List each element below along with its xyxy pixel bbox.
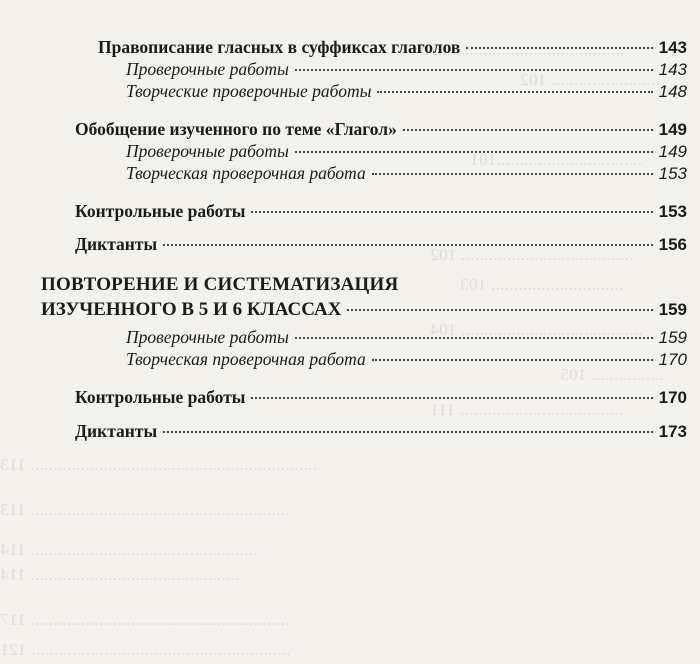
toc-entry-page: 159 (658, 328, 687, 347)
toc-entry-page: 153 (658, 164, 687, 183)
toc-entry-page: 173 (658, 422, 687, 441)
dot-leader (403, 129, 653, 131)
toc-entry (126, 326, 687, 349)
toc-entry-page: 143 (658, 38, 687, 57)
toc-entry (126, 162, 687, 185)
toc-entry-title: Проверочные работы (126, 59, 289, 79)
dot-leader (163, 244, 653, 246)
toc-entry-page: 156 (658, 235, 687, 254)
toc-entry (75, 200, 687, 223)
toc-entry (75, 420, 687, 443)
section-heading-line-2 (41, 298, 687, 322)
dot-leader (372, 359, 653, 361)
toc-entry (126, 58, 687, 81)
toc-entry-title: Творческие проверочные работы (126, 81, 372, 101)
dot-leader (251, 211, 652, 213)
toc-entry-title: Обобщение изученного по теме «Глагол» (75, 119, 397, 139)
dot-leader (372, 173, 653, 175)
toc-entry-title: Проверочные работы (126, 327, 289, 347)
toc-entry-page: 149 (658, 120, 687, 139)
toc-entry-page: 143 (658, 60, 687, 79)
section-heading-title: ИЗУЧЕННОГО В 5 И 6 КЛАССАХ (41, 299, 342, 320)
section-heading-page: 159 (658, 300, 687, 319)
toc-entry-title: Контрольные работы (75, 387, 246, 407)
dot-leader (347, 309, 652, 311)
dot-leader (251, 397, 652, 399)
dot-leader (295, 151, 653, 153)
bleed-through-decoration: .........................................99 ........................ 102 ................................101 ...................................... 102 ............................. 103 ........................................ 104 ................ 105 .................................... 111 ............................................................... 113 ......................................................... 113 .................................................. 114 .............................................. 114 ......................................................... 117 ......................................................... 121 (0, 40, 664, 659)
toc-entry (75, 386, 687, 409)
toc-entry-title: Творческая проверочная работа (126, 163, 366, 183)
toc-entry (75, 118, 687, 141)
section-heading-line-1: ПОВТОРЕНИЕ И СИСТЕМАТИЗАЦИЯ (41, 274, 399, 295)
toc-entry (98, 36, 687, 59)
toc-entry-title: Диктанты (75, 421, 158, 441)
toc-entry (126, 80, 687, 103)
toc-entry-page: 170 (658, 350, 687, 369)
toc-entry-page: 170 (658, 388, 687, 407)
toc-entry-title: Контрольные работы (75, 201, 246, 221)
toc-entry-title: Правописание гласных в суффиксах глаголов (98, 37, 461, 57)
dot-leader (377, 91, 652, 93)
toc-entry (126, 140, 687, 163)
toc-entry (126, 348, 687, 371)
toc-entry-page: 148 (658, 82, 687, 101)
toc-entry-title: Творческая проверочная работа (126, 349, 366, 369)
toc-entry-title: Проверочные работы (126, 141, 289, 161)
toc-entry-page: 149 (658, 142, 687, 161)
toc-entry (75, 233, 687, 256)
toc-entry-page: 153 (658, 202, 687, 221)
dot-leader (295, 337, 653, 339)
dot-leader (163, 431, 653, 433)
dot-leader (466, 47, 652, 49)
dot-leader (295, 69, 653, 71)
toc-entry-title: Диктанты (75, 234, 158, 254)
